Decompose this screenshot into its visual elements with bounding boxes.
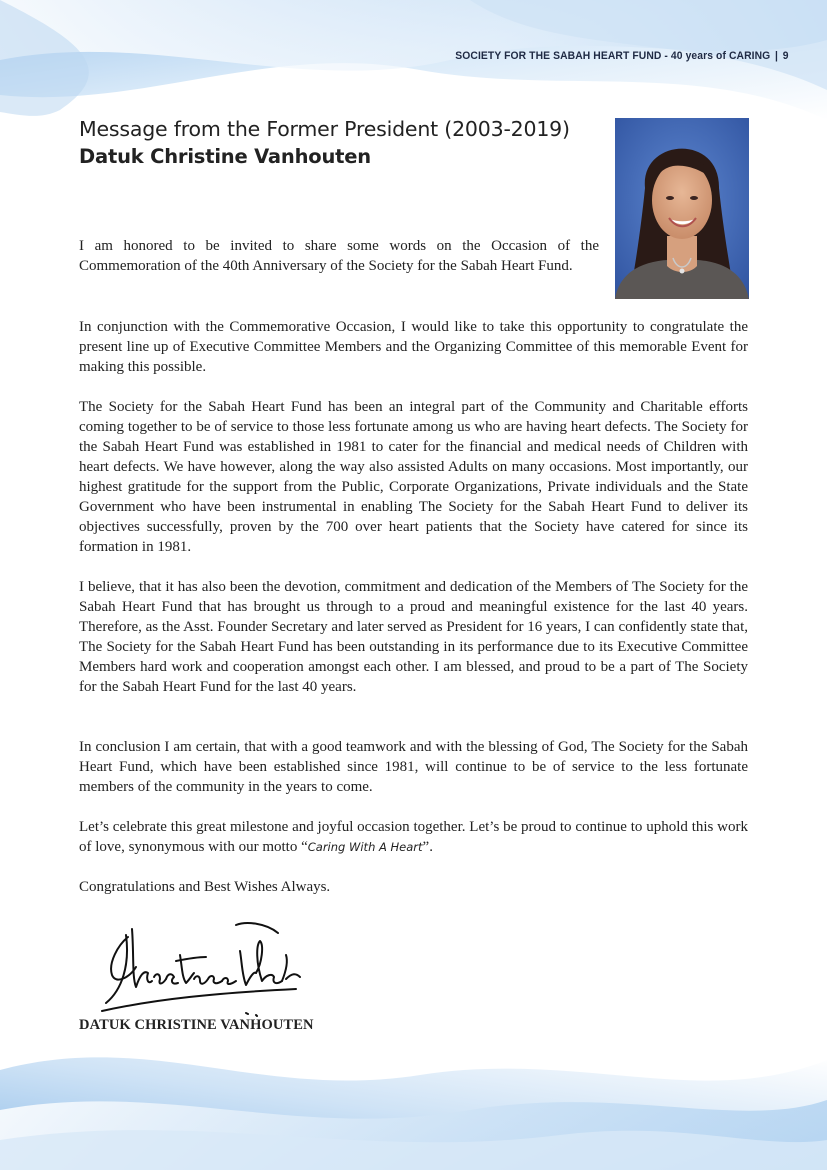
motto: Caring With A Heart bbox=[307, 840, 423, 854]
paragraph-4: I believe, that it has also been the devotion, commitment and dedication of the Members of The Society for the Sabah Heart Fund that has brought us through to a proud and meaningful existence for the last 40 years. Therefore, as the Asst. Founder Secretary and later served as President for 16 years, I can confidently state that, The Society for the Sabah Heart Fund has been outstanding in its performance due to its Executive Committee Members hard work and cooperation amongst each other. I am blessed, and proud to be a part of The Society for the Sabah Heart Fund for the last 40 years. bbox=[79, 579, 748, 695]
page-number: 9 bbox=[783, 50, 789, 62]
paragraph-6-end: ”. bbox=[422, 839, 433, 855]
paragraph-2: In conjunction with the Commemorative Occasion, I would like to take this opportunity to congratulate the present line up of Executive Committee Members and the Organizing Committee of this memorable Event for making this possible. bbox=[79, 319, 748, 375]
header-separator: | bbox=[775, 50, 779, 62]
paragraph-3: The Society for the Sabah Heart Fund has been an integral part of the Community and Charitable efforts coming together to be of service to those less fortunate among us who are having heart defects. The Society for the Sabah Heart Fund was established in 1981 to cater for the financial and medical needs of Children with heart defects. We have however, along the way also assisted Adults on many occasions. Most importantly, our highest gratitude for the support from the Public, Corporate Organizations, Private individuals and the State Government who have been instrumental in enabling The Society for the Sabah Heart Fund to deliver its objectives successfully, proven by the 700 over heart patients that the Society have catered for since its formation in 1981. bbox=[79, 399, 748, 555]
portrait-photo bbox=[615, 118, 749, 299]
signatory-name: DATUK CHRISTINE VANHOUTEN bbox=[79, 1017, 314, 1033]
title-heading: Message from the Former President (2003-2019) bbox=[79, 117, 570, 141]
message-title bbox=[79, 115, 599, 171]
paragraph-1: I am honored to be invited to share some words on the Occasion of the Commemoration of the 40th Anniversary of the Society for the Sabah Heart Fund. bbox=[79, 238, 599, 274]
paragraph-6 bbox=[79, 817, 748, 857]
paragraph-5: In conclusion I am certain, that with a good teamwork and with the blessing of God, The Society for the Sabah Heart Fund, which have been established since 1981, will continue to be of service to the less fortunate members of the community in the years to come. bbox=[79, 739, 748, 795]
paragraph-6-text: Let’s celebrate this great milestone and joyful occasion together. Let’s be proud to continue to uphold this work of love, synonymous with our motto “ bbox=[79, 819, 748, 855]
header-title: SOCIETY FOR THE SABAH HEART FUND - 40 years of CARING bbox=[455, 50, 771, 62]
page-header bbox=[456, 50, 789, 62]
title-name: Datuk Christine Vanhouten bbox=[79, 145, 371, 168]
signature bbox=[96, 915, 306, 1019]
paragraph-7: Congratulations and Best Wishes Always. bbox=[79, 879, 331, 895]
